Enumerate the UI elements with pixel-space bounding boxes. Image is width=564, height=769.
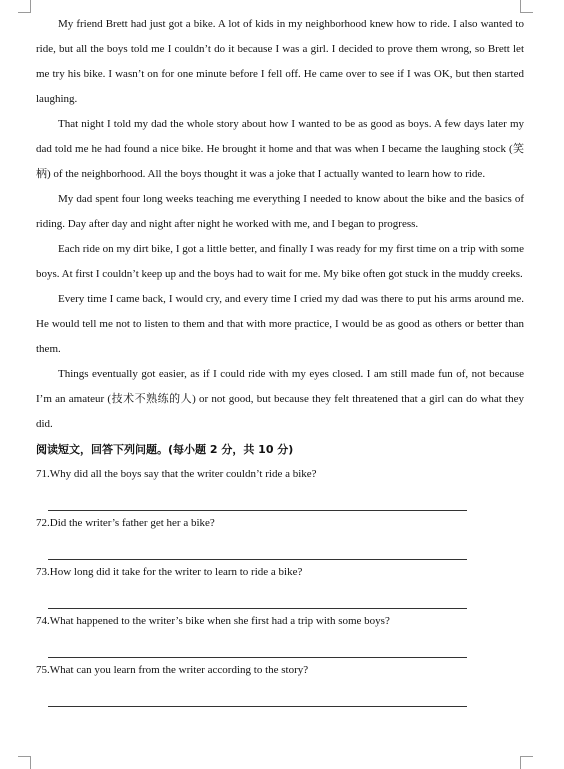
question-71: 71.Why did all the boys say that the writer couldn’t ride a bike? bbox=[36, 468, 317, 480]
question-74: 74.What happened to the writer’s bike when she first had a trip with some boys? bbox=[36, 615, 390, 627]
question-list bbox=[36, 462, 524, 707]
document-body bbox=[36, 12, 524, 707]
answer-line-74[interactable] bbox=[48, 634, 467, 658]
reading-passage bbox=[36, 12, 524, 437]
question-item bbox=[36, 462, 524, 511]
crop-mark-bottom-right bbox=[520, 756, 533, 769]
passage-paragraph-4: Each ride on my dirt bike, I got a little better, and finally I was ready for my first time on a trip with some boys. At first I couldn’t keep up and the boys had to wait for me. My bike often got stuck in the muddy creeks. bbox=[36, 243, 524, 280]
passage-paragraph-2: That night I told my dad the whole story about how I wanted to be as good as boys. A few days later my dad told me he had found a nice bike. He brought it home and that was when I became the laughing stock (笑柄) of the neighborhood. All the boys thought it was a joke that I actually wanted to learn how to ride. bbox=[36, 118, 524, 180]
answer-line-72[interactable] bbox=[48, 536, 467, 560]
passage-paragraph-1: My friend Brett had just got a bike. A lot of kids in my neighborhood knew how to ride. I also wanted to ride, but all the boys told me I couldn’t do it because I was a girl. I decided to prove them wrong, so Brett let me try his bike. I wasn’t on for one minute before I fell off. He came over to see if I was OK, but then started laughing. bbox=[36, 18, 524, 105]
passage-paragraph-6: Things eventually got easier, as if I could ride with my eyes closed. I am still made fun of, not because I’m an amateur (技术不熟练的人) or not good, but because they felt threatened that a girl can do what they did. bbox=[36, 368, 524, 430]
crop-mark-bottom-left bbox=[18, 756, 31, 769]
question-item bbox=[36, 560, 524, 609]
question-73: 73.How long did it take for the writer to learn to ride a bike? bbox=[36, 566, 303, 578]
crop-mark-top-left bbox=[18, 0, 31, 13]
section-instruction: 阅读短文，回答下列问题。(每小题 2 分，共 10 分) bbox=[36, 443, 294, 456]
question-item bbox=[36, 511, 524, 560]
answer-line-71[interactable] bbox=[48, 487, 467, 511]
answer-line-75[interactable] bbox=[48, 683, 467, 707]
answer-line-73[interactable] bbox=[48, 585, 467, 609]
question-72: 72.Did the writer’s father get her a bike? bbox=[36, 517, 215, 529]
passage-paragraph-5: Every time I came back, I would cry, and every time I cried my dad was there to put his arms around me. He would tell me not to listen to them and that with more practice, I would be as good as others or better than them. bbox=[36, 293, 524, 355]
question-item bbox=[36, 609, 524, 658]
question-item bbox=[36, 658, 524, 707]
question-75: 75.What can you learn from the writer according to the story? bbox=[36, 664, 309, 676]
passage-paragraph-3: My dad spent four long weeks teaching me everything I needed to know about the bike and the basics of riding. Day after day and night after night he worked with me, and I began to progress. bbox=[36, 193, 524, 230]
